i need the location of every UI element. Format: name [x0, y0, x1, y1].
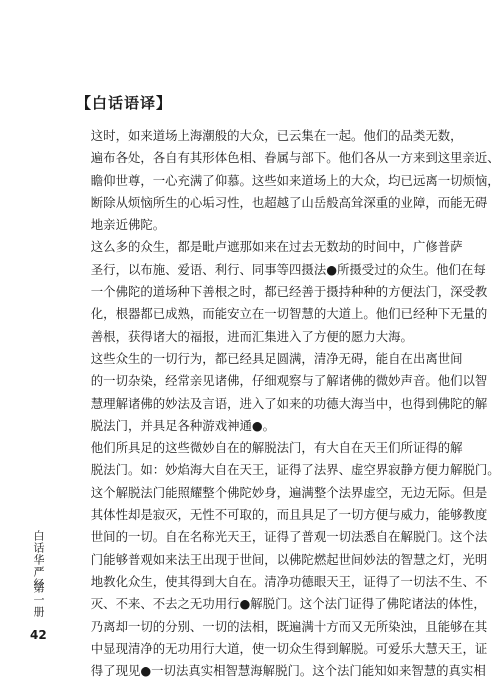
text-line: 慧理解诸佛的妙法及言语，进入了如来的功德大海当中，也得到佛陀的解: [90, 395, 488, 411]
page-number: 42: [30, 628, 47, 642]
paragraph-4: [66, 437, 500, 682]
text-line: 灭、不来、不去之无功用行●解脱门。这个法门证得了佛陀诸法的体性，: [90, 596, 486, 612]
paragraph-3: [66, 348, 488, 437]
text-line: 的一切杂染，经常亲见诸佛，仔细观察与了解诸佛的微妙声音。他们以智: [90, 373, 488, 389]
text-line: 圣行，以布施、爱语、利行、同事等四摄法●所摄受过的众生。他们在每: [90, 261, 486, 277]
text-line: 这时，如来道场上海潮般的大众，已云集在一起。他们的品类无数，: [90, 128, 463, 143]
text-line: 其体性却是寂灭，无性不可取的，而且具足了一切方便与威力，能够教度: [90, 507, 488, 523]
text-line: 脱法门。如：妙焰海大自在天王，证得了法界、虚空界寂静方便力解脱门。: [90, 462, 500, 478]
text-line: 地教化众生，使其得到大自在。清净功德眼天王，证得了一切法不生、不: [90, 573, 488, 589]
text-line: 瞻仰世尊，一心充满了仰慕。这些如来道场上的大众，均已远离一切烦恼，: [90, 172, 500, 188]
text-line: 一个佛陀的道场种下善根之时，都已经善于摄持种种的方便法门，深受教: [90, 284, 488, 300]
text-line: 得了现见●一切法真实相智慧海解脱门。这个法门能知如来智慧的真实相: [90, 663, 486, 679]
paragraph-2: [66, 236, 488, 347]
text-line: 这个解脱法门能照耀整个佛陀妙身，遍满整个法界虚空，无边无际。但是: [90, 484, 488, 500]
text-line: 善根，获得诸大的福报，进而汇集进入了方便的愿力大海。: [90, 328, 413, 344]
text-line: 化，根器都已成熟，而能安立在一切智慧的大道上。他们已经种下无量的: [90, 306, 488, 322]
volume-label: 第一册: [32, 582, 45, 618]
book-title: 白话华严经: [32, 530, 45, 590]
text-line: 这些众生的一切行为，都已经具足圆满，清净无碍，能自在出离世间: [90, 350, 463, 366]
text-line: 门能够普观如来法王出现于世间，以佛陀燃起世间妙法的智慧之灯，光明: [90, 551, 488, 567]
text-line: 他们所具足的这些微妙自在的解脱法门，有大自在天王们所证得的解: [90, 440, 463, 456]
section-heading: 【白话语译】: [76, 94, 173, 112]
text-line: 遍布各处，各自有其形体色相、眷属与部下。他们各从一方来到这里亲近、: [90, 150, 500, 166]
text-line: 脱法门，并具足各种游戏神通●。: [90, 417, 276, 433]
paragraph-1: [66, 125, 500, 236]
text-line: 这么多的众生，都是毗卢遮那如来在过去无数劫的时间中，广修普萨: [90, 239, 463, 255]
text-line: 地亲近佛陀。: [90, 217, 166, 233]
text-line: 中显现清净的无功用行大道，使一切众生得到解脱。可爱乐大慧天王，证: [90, 640, 488, 656]
text-line: 世间的一切。自在名称光天王，证得了普观一切法悉自在解脱门。这个法: [90, 529, 488, 545]
text-line: 断除从烦恼所生的心垢习性，也超越了山岳般高耸深重的业障，而能无碍: [90, 194, 488, 210]
body-text: [66, 125, 500, 682]
text-line: 乃离却一切的分别、一切的法相，既遍满十方而又无所染浊，且能够在其: [90, 618, 488, 634]
